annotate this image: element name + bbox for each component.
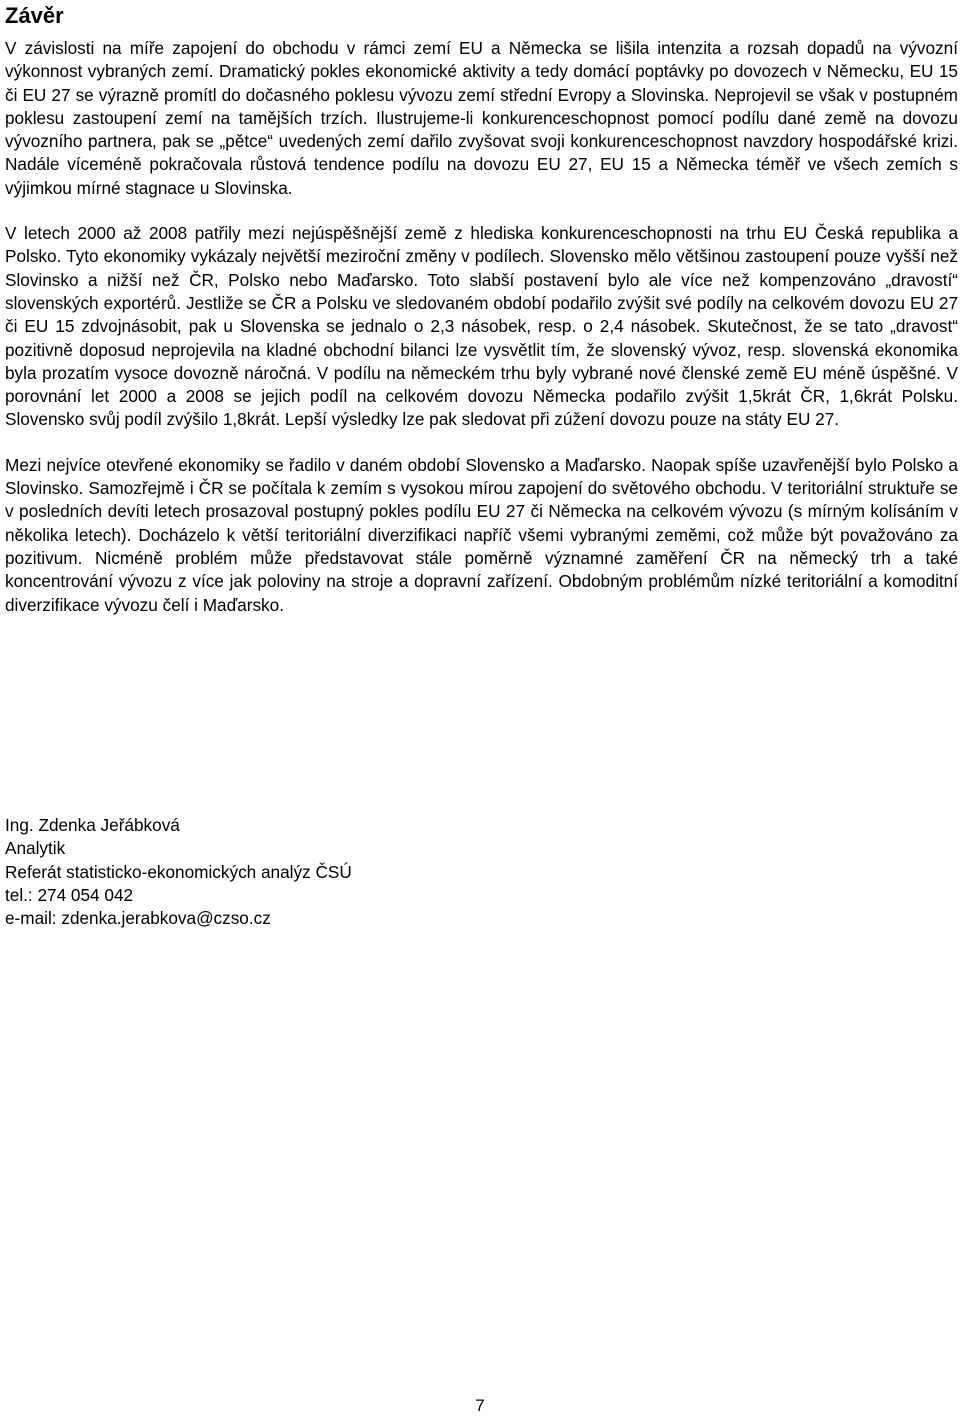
paragraph-1: V závislosti na míře zapojení do obchodu v rámci zemí EU a Německa se lišila intenzita a rozsah dopadů na vývozní výkonnost vybraných zemí. Dramatický pokles ekonomické aktivity a tedy domácí poptávky po dovozech v Německu, EU 15 či EU 27 se výrazně promítl do dočasného poklesu vývozu zemí střední Evropy a Slovinska. Neprojevil se však v postupném poklesu zastoupení zemí na tamějších trzích. Ilustrujeme-li konkurenceschopnost pomocí podílu dané země na dovozu vývozního partnera, pak se „pětce“ uvedených zemí dařilo zvyšovat svoji konkurenceschopnost navzdory hospodářské krizi. Nadále víceméně pokračovala růstová tendence podílu na dovozu EU 27, EU 15 a Německa téměř ve všech zemích s výjimkou mírné stagnace u Slovinska. — [5, 38, 958, 198]
author-email: e-mail: zdenka.jerabkova@czso.cz — [5, 908, 271, 929]
paragraph-2: V letech 2000 až 2008 patřily mezi nejúspěšnější země z hlediska konkurenceschopnosti na trhu EU Česká republika a Polsko. Tyto ekonomiky vykázaly největší meziroční změny v podílech. Slovensko mělo většinou zastoupení pouze vyšší než Slovinsko a nižší než ČR, Polsko nebo Maďarsko. Toto slabší postavení bylo ale více než kompenzováno „dravostí“ slovenských exportérů. Jestliže se ČR a Polsku ve sledovaném období podařilo zvýšit své podíly na celkovém dovozu EU 27 či EU 15 zdvojnásobit, pak u Slovenska se jednalo o 2,3 násobek, resp. o 2,4 násobek. Skutečnost, že se tato „dravost“ pozitivně doposud neprojevila na kladné obchodní bilanci lze vysvětlit tím, že slovenský vývoz, resp. slovenská ekonomika byla prozatím vysoce dovozně náročná. V podílu na německém trhu byly vybrané nové členské země EU méně úspěšné. V porovnání let 2000 a 2008 se jejich podíl na celkovém dovozu Německa podařilo zvýšit 1,5krát ČR, 1,6krát Polsku. Slovensko svůj podíl zvýšilo 1,8krát. Lepší výsledky lze pak sledovat při zúžení dovozu pouze na státy EU 27. — [5, 223, 958, 430]
author-role: Analytik — [5, 838, 66, 859]
document-page — [5, 0, 958, 929]
page-number: 7 — [475, 1396, 485, 1415]
author-name: Ing. Zdenka Jeřábková — [5, 815, 180, 835]
section-heading: Závěr — [5, 3, 64, 28]
author-department: Referát statisticko-ekonomických analýz ČSÚ — [5, 861, 352, 882]
author-signature-block — [5, 814, 352, 930]
paragraph-3: Mezi nejvíce otevřené ekonomiky se řadilo v daném období Slovensko a Maďarsko. Naopak spíše uzavřenější bylo Polsko a Slovinsko. Samozřejmě i ČR se počítala k zemím s vysokou mírou zapojení do světového obchodu. V teritoriální struktuře se v posledních devíti letech prosazoval postupný pokles podílu EU 27 či Německa na celkovém vývozu (s mírným kolísáním v několika letech). Docházelo k větší teritoriální diverzifikaci napříč všemi vybranými zeměmi, což může být považováno za pozitivum. Nicméně problém může představovat stále poměrně významné zaměření ČR na německý trh a také koncentrování vývozu z více jak poloviny na stroje a dopravní zařízení. Obdobným problémům nízké teritoriální a komoditní diverzifikace vývozu čelí i Maďarsko. — [5, 454, 958, 615]
author-phone: tel.: 274 054 042 — [5, 884, 134, 905]
